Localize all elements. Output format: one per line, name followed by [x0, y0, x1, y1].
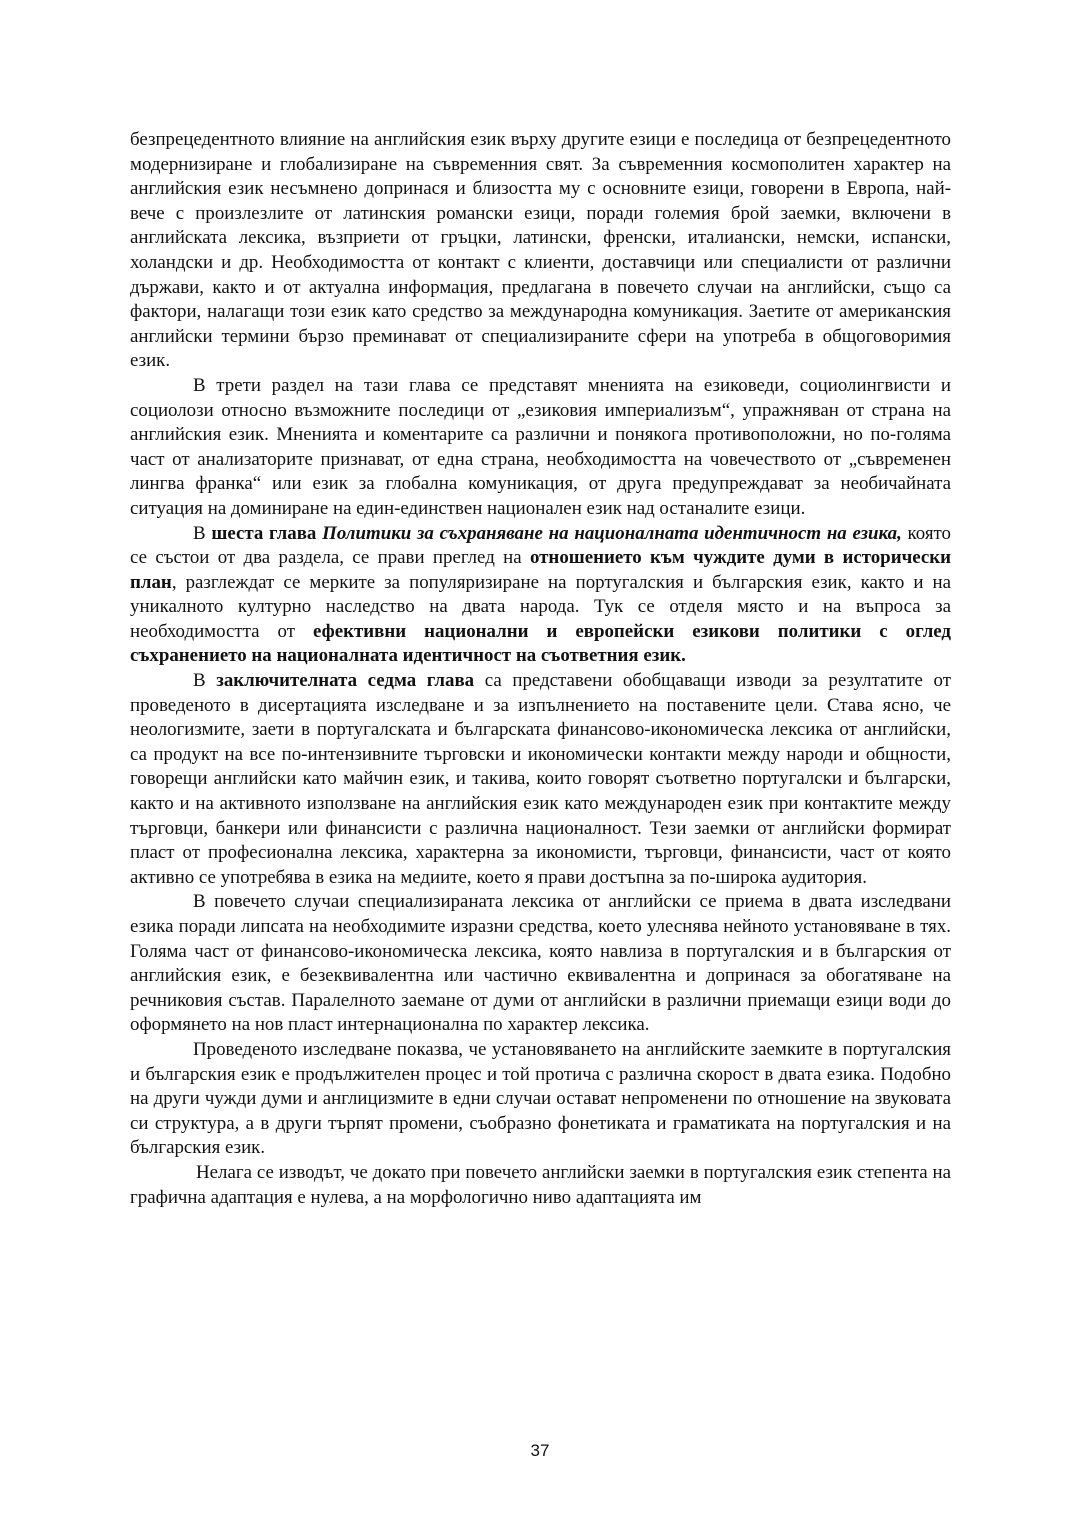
paragraph-3-bold-3: ефективни национални и европейски езикови политики с оглед съхранението на националната идентичност на съответния език.: [130, 620, 951, 667]
paragraph-4: [130, 669, 951, 890]
paragraph-2: В трети раздел на тази глава се представят мненията на езиковеди, социолингвисти и социолози относно възможните последици от „езиковия империализъм“, упражняван от страна на английския език. Мненията и коментарите са различни и понякога противоположни, но по-голяма част от анализаторите признават, от една страна, необходимостта на човечеството от „съвременен лингва франка“ или език за глобална комуникация, от друга предупреждават за необичайната ситуация на доминиране на един-единствен национален език над останалите езици.: [130, 374, 951, 519]
paragraph-6: Проведеното изследване показва, че установяването на английските заемките в португалския и българския език е продължителен процес и той протича с различна скорост в двата езика. Подобно на други чужди думи и англицизмите в едни случаи остават непроменени по отношение на звуковата си структура, а в други търпят промени, съобразно фонетиката и граматиката на португалския и на българския език.: [130, 1038, 951, 1159]
paragraph-4-text-2: са представени обобщаващи изводи за резултатите от проведеното в дисертацията изследване и за изпълнението на поставените цели. Става ясно, че неологизмите, заети в португалската и българската финансово-икономическа лексика от английски, са продукт на все по-интензивните търговски и икономически контакти между народи и общности, говорещи английски като майчин език, и такива, които говорят съответно португалски и български, както и на активното използване на английския език като международен език при контактите между търговци, банкери или финансисти с различна националност. Тези заемки от английски формират пласт от професионална лексика, характерна за икономисти, търговци, финансисти, част от която активно се употребява в езика на медиите, което я прави достъпна за по-широка аудитория.: [130, 670, 952, 888]
paragraph-7: Нелага се изводът, че докато при повечето английски заемки в португалския език степента на графична адаптация е нулева, а на морфологично ниво адаптацията им: [130, 1161, 951, 1208]
paragraph-3-text-1: В: [193, 522, 212, 544]
paragraph-4-text-1: В: [193, 670, 217, 692]
chapter-seven-label: заключителната седма глава: [216, 670, 475, 692]
paragraph-3-text-3: която се състои от два раздела, се прави преглед на: [130, 522, 952, 569]
paragraph-3-bold-2: отношението към чуждите думи в исторически план: [130, 547, 951, 593]
page-body: [130, 128, 951, 1210]
paragraph-1: безпрецедентното влияние на английския език върху другите езици е последица от безпрецедентното модернизиране и глобализиране на съвременния свят. За съвременния космополитен характер на английския език несъмнено допринася и близостта му с основните езици, говорени в Европа, най-вече с произлезлите от латинския романски езици, поради големия брой заемки, включени в английската лексика, възприети от гръцки, латински, френски, италиански, немски, испански, холандски и др. Необходимостта от контакт с клиенти, доставчици или специалисти от различни държави, както и от актуална информация, предлагана в повечето случаи на английски, също са фактори, налагащи този език като средство за международна комуникация. Заетите от американския английски термини бързо преминават от специализираните сфери на употреба в общоговоримия език.: [130, 129, 951, 372]
page-number: 37: [530, 1441, 550, 1460]
chapter-six-title: Политики за съхраняване на националната идентичност на езика,: [322, 522, 902, 544]
paragraph-3-text-4: , разглеждат се мерките за популяризиране на португалския и българския език, както и на уникалното културно наследство на двата народа. Тук се отделя място и на въпроса за необходимостта от: [130, 571, 951, 642]
chapter-six-label: шеста глава: [211, 522, 317, 544]
paragraph-3: [130, 522, 951, 670]
paragraph-5: В повечето случаи специализираната лексика от английски се приема в двата изследвани езика поради липсата на необходимите изразни средства, което улеснява нейното установяване в тях. Голяма част от финансово-икономическа лексика, която навлиза в португалския и в българския от английския език, е безеквивалентна или частично еквивалентна и допринася за обогатяване на речниковия състав. Паралелното заемане от думи от английски в различни приемащи езици води до оформянето на нов пласт интернационална по характер лексика.: [130, 891, 951, 1036]
